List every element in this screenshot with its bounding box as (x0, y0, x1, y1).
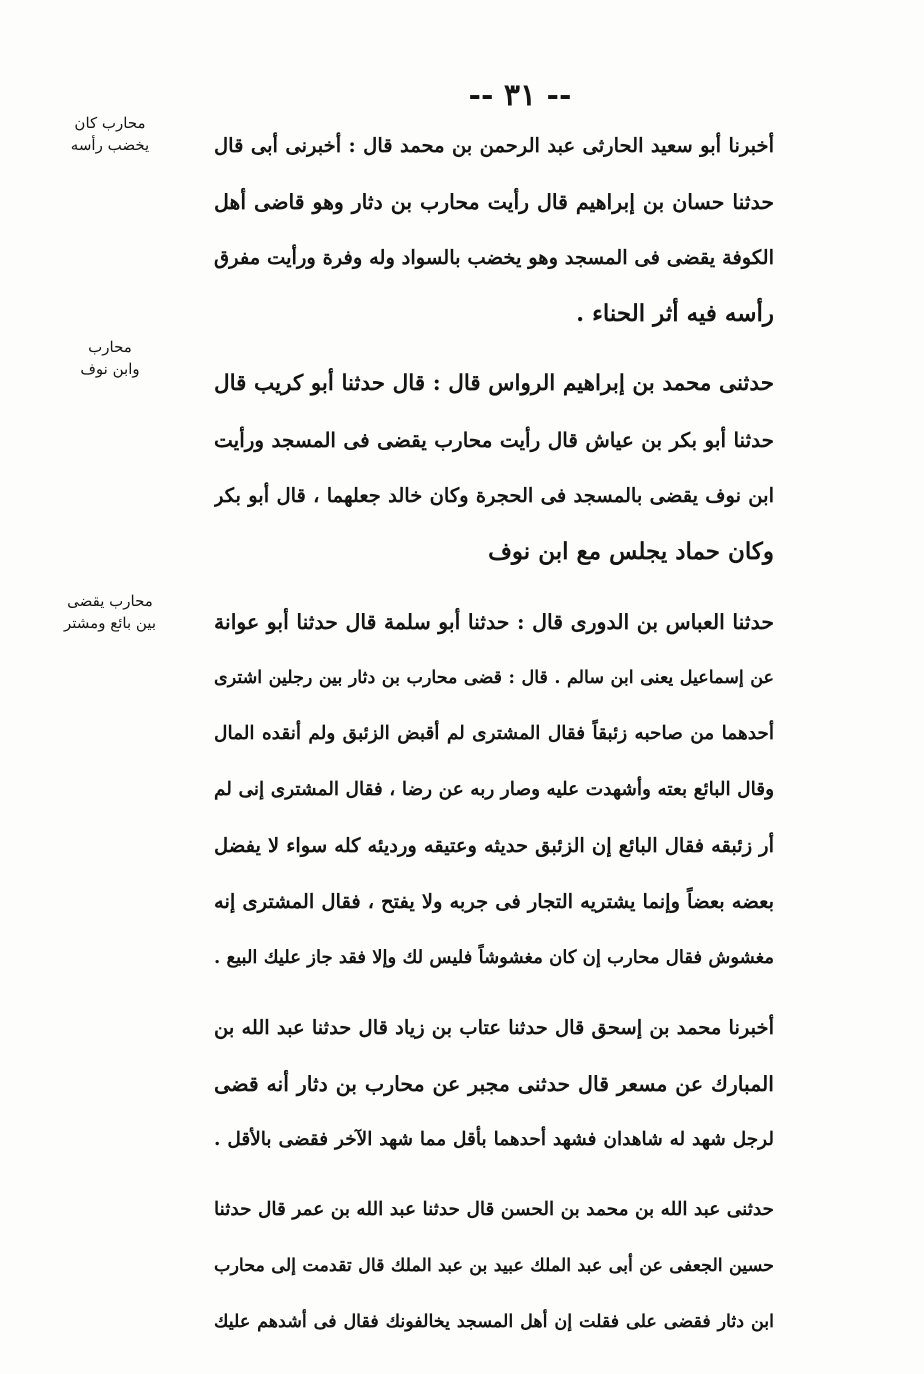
margin-note-line: محارب يقضى (67, 592, 153, 610)
text-line: وقال البائع بعته وأشهدت عليه وصار ربه عن رضا ، فقال المشترى إنى لم (214, 779, 774, 800)
text-line: بعضه بعضاً وإنما يشتريه التجار فى جربه ولا يفتح ، فقال المشترى إنه (214, 890, 774, 913)
paragraph (214, 594, 774, 986)
margin-note (50, 112, 170, 156)
paragraph (214, 1182, 774, 1350)
text-line: ابن دثار فقضى على فقلت إن أهل المسجد يخالفونك فقال فى أشدهم عليك (214, 1312, 774, 1332)
text-line: أخبرنا محمد بن إسحق قال حدثنا عتاب بن زياد قال حدثنا عبد الله بن (214, 1016, 774, 1039)
paragraph (214, 356, 774, 580)
text-line: عن إسماعيل يعنى ابن سالم . قال : قضى محارب بن دثار بين رجلين اشترى (214, 668, 774, 688)
text-line: رأسه فيه أثر الحناء . (576, 300, 774, 327)
text-line: حدثنى محمد بن إبراهيم الرواس قال : قال حدثنا أبو كريب قال (214, 371, 774, 396)
text-line: وكان حماد يجلس مع ابن نوف (488, 538, 774, 565)
text-line: حدثنا حسان بن إبراهيم قال رأيت محارب بن دثار وهو قاضى أهل (214, 190, 774, 214)
margin-note (50, 336, 170, 380)
text-line: ابن نوف يقضى بالمسجد فى الحجرة وكان خالد جعلهما ، قال أبو بكر (214, 484, 774, 507)
main-text (214, 118, 774, 1364)
text-line: حدثنا أبو بكر بن عياش قال رأيت محارب يقضى فى المسجد ورأيت (214, 428, 774, 452)
margin-note-line: محارب (88, 338, 132, 356)
text-line: مغشوش فقال محارب إن كان مغشوشاً فليس لك وإلا فقد جاز عليك البيع . (214, 947, 774, 968)
text-line: حسين الجعفى عن أبى عبد الملك عبيد بن عبد الملك قال تقدمت إلى محارب (214, 1256, 774, 1276)
margin-note-line: وابن نوف (80, 360, 140, 378)
text-line: المبارك عن مسعر قال حدثنى مجبر عن محارب بن دثار أنه قضى (214, 1072, 774, 1096)
margin-note-line: بين بائع ومشتر (63, 614, 157, 632)
text-line: أحدهما من صاحبه زئبقاً فقال المشترى لم أقبض الزئبق ولم أنقده المال (214, 723, 774, 744)
text-line: أخبرنا أبو سعيد الحارثى عبد الرحمن بن محمد قال : أخبرنى أبى قال (214, 134, 774, 157)
text-line: الكوفة يقضى فى المسجد وهو يخضب بالسواد وله وفرة ورأيت مفرق (214, 246, 774, 269)
paragraph (214, 118, 774, 342)
text-line: حدثنى عبد الله بن محمد بن الحسن قال حدثنا عبد الله بن عمر قال حدثنا (214, 1199, 774, 1220)
paragraph (214, 1000, 774, 1168)
margin-note (50, 590, 170, 634)
margin-note-line: يخضب رأسه (70, 136, 150, 154)
text-line: حدثنا العباس بن الدورى قال : حدثنا أبو سلمة قال حدثنا أبو عوانة (214, 610, 774, 634)
page-number: -- ٣١ -- (468, 78, 572, 113)
text-line: أر زئبقه فقال البائع إن الزئبق حديثه وعتيقه ورديئه كله سواء لا يفضل (214, 834, 774, 857)
margin-note-line: محارب كان (74, 114, 146, 132)
text-line: لرجل شهد له شاهدان فشهد أحدهما بأقل مما شهد الآخر فقضى بالأقل . (214, 1129, 774, 1150)
margin-notes (20, 0, 170, 1374)
